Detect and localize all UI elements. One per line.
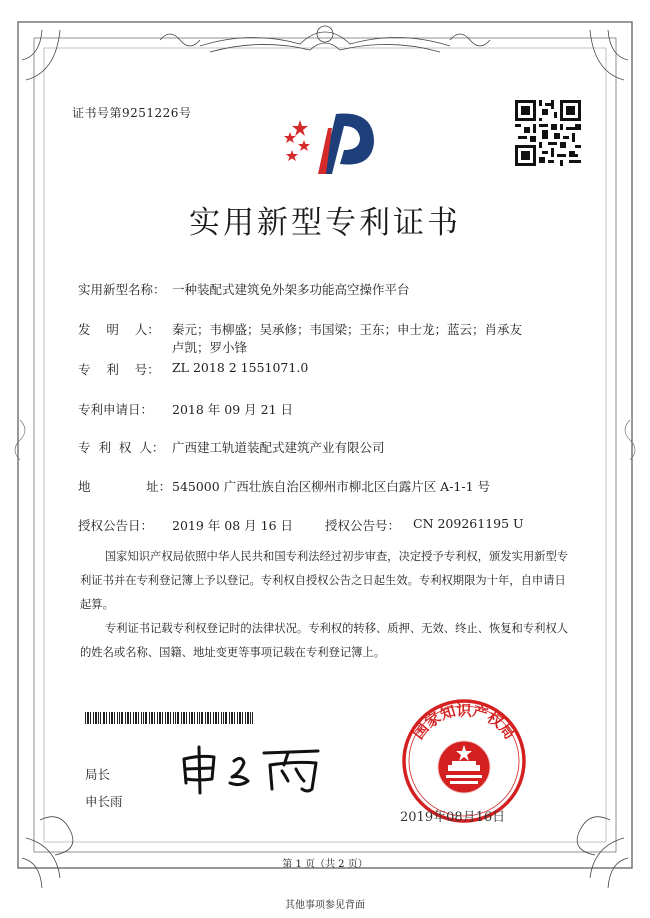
- value-patentee: 广西建工轨道装配式建筑产业有限公司: [172, 440, 385, 455]
- page-number: 第 1 页（共 2 页）: [282, 859, 368, 870]
- qr-code-icon: [515, 100, 581, 166]
- barcode-icon: [85, 712, 253, 724]
- director-name: 申长雨: [85, 794, 123, 809]
- value-address: 545000 广西壮族自治区柳州市柳北区白露片区 A-1-1 号: [172, 479, 491, 494]
- certificate-title: 实用新型专利证书: [189, 205, 461, 241]
- label-address: 地 址：: [78, 479, 172, 494]
- value-inventors-line2: 卢凯；罗小锋: [172, 340, 248, 355]
- svg-text:国家知识产权局: [409, 701, 519, 742]
- label-utility-model-name: 实用新型名称：: [78, 282, 166, 297]
- cnipa-logo-icon: [278, 102, 378, 180]
- back-note: 其他事项参见背面: [285, 900, 365, 911]
- value-utility-model-name: 一种装配式建筑免外架多功能高空操作平台: [172, 282, 410, 297]
- value-patent-number: ZL 2018 2 1551071.0: [172, 360, 309, 375]
- label-patent-number: 专 利 号：: [78, 362, 160, 377]
- body-paragraph-1: 国家知识产权局依照中华人民共和国专利法经过初步审查，决定授予专利权，颁发实用新型专利证书并在专利登记簿上予以登记。专利权自授权公告之日起生效。专利权期限为十年，自申请日起算。: [80, 550, 569, 611]
- label-inventors: 发 明 人：: [78, 322, 160, 337]
- body-paragraph-2: 专利证书记载专利权登记时的法律状况。专利权的转移、质押、无效、终止、恢复和专利权人的姓名或名称、国籍、地址变更等事项记载在专利登记簿上。: [80, 622, 569, 659]
- director-signature-icon: [178, 745, 328, 795]
- director-title: 局长: [85, 767, 111, 782]
- value-grant-number: CN 209261195 U: [413, 516, 524, 531]
- certificate-body: [80, 545, 575, 665]
- seal-text: 国家知识产权局: [409, 701, 519, 743]
- seal-date: 2019年08月16日: [400, 810, 506, 825]
- label-grant-date: 授权公告日：: [78, 518, 154, 533]
- label-grant-number: 授权公告号：: [325, 518, 401, 533]
- certificate-number: 证书号第9251226号: [72, 106, 192, 120]
- value-filing-date: 2018 年 09 月 21 日: [172, 402, 293, 417]
- label-patentee: 专 利 权 人：: [78, 440, 165, 455]
- value-grant-date: 2019 年 08 月 16 日: [172, 518, 293, 533]
- label-filing-date: 专利申请日：: [78, 402, 154, 417]
- value-inventors-line1: 秦元；韦柳盛；吴承修；韦国梁；王东；申士龙；蓝云；肖承友: [172, 322, 523, 337]
